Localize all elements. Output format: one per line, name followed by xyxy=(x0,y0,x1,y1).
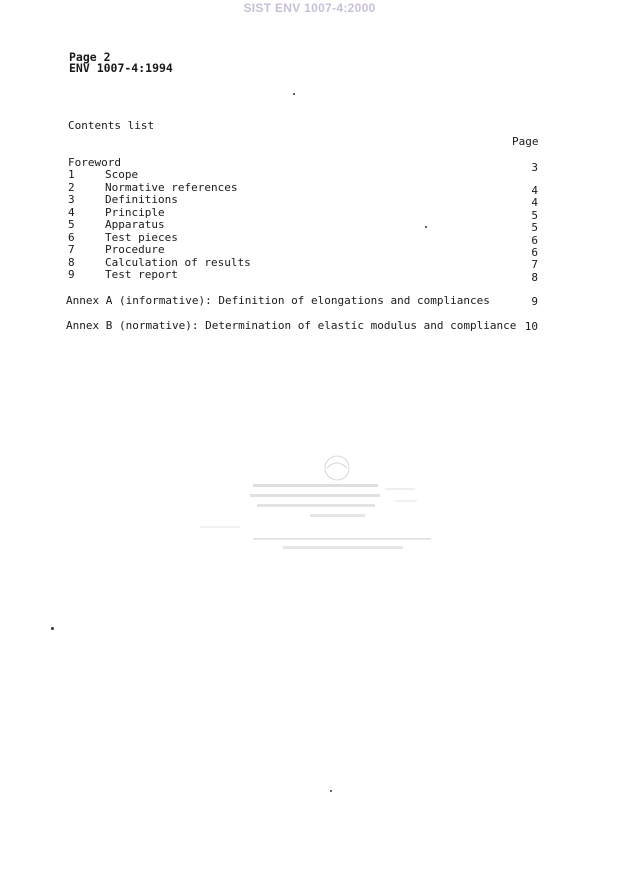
toc-entry-label: Normative references xyxy=(105,181,238,194)
scan-speck xyxy=(293,93,295,95)
toc-entry-number: 4 xyxy=(68,206,75,219)
toc-entry-number: 2 xyxy=(68,181,75,194)
toc-entry-number: 3 xyxy=(68,193,75,206)
contents-title: Contents list xyxy=(68,119,155,132)
toc-entry-label: Calculation of results xyxy=(105,256,251,269)
toc-entry-label: Apparatus xyxy=(105,218,165,231)
toc-entry-number: 9 xyxy=(68,268,75,281)
toc-entry-number: 6 xyxy=(68,231,75,244)
toc-entry-label: Principle xyxy=(105,206,165,219)
faded-official-stamp-icon xyxy=(195,448,440,558)
toc-entry-number: 1 xyxy=(68,168,75,181)
toc-entry-number: 8 xyxy=(68,256,75,269)
annex-label: Annex B (normative): Determination of elastic modulus and compliance xyxy=(66,319,517,332)
toc-entry-page: 8 xyxy=(531,271,538,284)
toc-entry-page: 5 xyxy=(531,209,538,222)
toc-entry-page: 6 xyxy=(531,246,538,259)
toc-entry-page: 5 xyxy=(531,221,538,234)
standard-identifier: ENV 1007-4:1994 xyxy=(69,61,173,75)
toc-entry-number: 5 xyxy=(68,218,75,231)
toc-entry-page: 4 xyxy=(531,196,538,209)
scan-speck xyxy=(330,790,332,792)
toc-entry-number: 7 xyxy=(68,243,75,256)
toc-entry-label: Test pieces xyxy=(105,231,178,244)
toc-entry-label: Definitions xyxy=(105,193,178,206)
annex-label: Annex A (informative): Definition of elongations and compliances xyxy=(66,294,490,307)
foreword-label: Foreword xyxy=(68,156,121,169)
toc-entry-page: 6 xyxy=(531,234,538,247)
toc-entry-label: Scope xyxy=(105,168,139,181)
toc-entry-page: 7 xyxy=(531,258,538,271)
foreword-page: 3 xyxy=(531,161,538,174)
annex-page: 9 xyxy=(531,295,538,308)
toc-entry-page: 4 xyxy=(531,184,538,197)
page-column-header: Page xyxy=(512,135,539,148)
document-watermark: SIST ENV 1007-4:2000 xyxy=(243,1,376,15)
toc-entry-label: Test report xyxy=(105,268,178,281)
scan-speck xyxy=(51,627,54,630)
page-number-label: Page 2 xyxy=(69,50,111,64)
toc-entry-label: Procedure xyxy=(105,243,165,256)
annex-page: 10 xyxy=(524,320,538,333)
scan-speck xyxy=(425,226,427,228)
